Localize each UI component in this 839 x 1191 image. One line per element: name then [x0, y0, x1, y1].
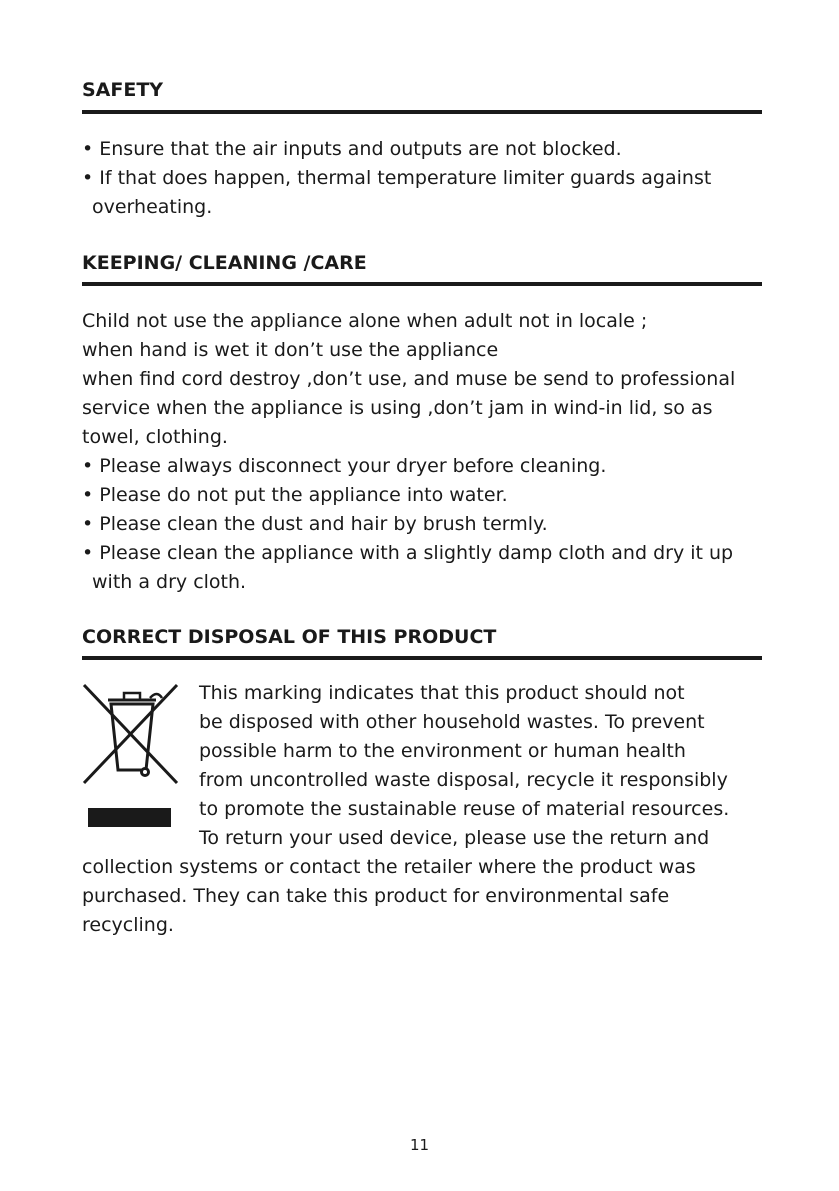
safety-line-3: overheating. [92, 196, 213, 218]
keeping-heading: KEEPING/ CLEANING /CARE [82, 252, 367, 274]
keeping-line-10: with a dry cloth. [92, 571, 247, 593]
disposal-line-5: to promote the sustainable reuse of material resources. [199, 798, 730, 820]
keeping-line-1: Child not use the appliance alone when adult not in locale ; [82, 310, 648, 332]
disposal-line-4: from uncontrolled waste disposal, recycle it responsibly [199, 769, 728, 791]
keeping-line-5: towel, clothing. [82, 426, 228, 448]
disposal-line-1: This marking indicates that this product should not [199, 682, 685, 704]
disposal-line-8: purchased. They can take this product for environmental safe [82, 885, 670, 907]
keeping-line-7: • Please do not put the appliance into water. [82, 484, 508, 506]
disposal-line-7: collection systems or contact the retailer where the product was [82, 856, 696, 878]
keeping-rule [82, 282, 762, 286]
keeping-line-4: service when the appliance is using ,don’t jam in wind-in lid, so as [82, 397, 713, 419]
page-number: 11 [409, 1136, 430, 1154]
safety-line-2: • If that does happen, thermal temperature limiter guards against [82, 167, 712, 189]
disposal-rule [82, 656, 762, 660]
disposal-line-9: recycling. [82, 914, 174, 936]
safety-line-1: • Ensure that the air inputs and outputs are not blocked. [82, 138, 622, 160]
manual-page [82, 0, 762, 1191]
keeping-line-9: • Please clean the appliance with a slightly damp cloth and dry it up [82, 542, 734, 564]
safety-rule [82, 110, 762, 114]
keeping-line-2: when hand is wet it don’t use the appliance [82, 339, 499, 361]
disposal-line-2: be disposed with other household wastes. To prevent [199, 711, 705, 733]
keeping-line-8: • Please clean the dust and hair by brush termly. [82, 513, 548, 535]
keeping-line-3: when find cord destroy ,don’t use, and muse be send to professional [82, 368, 736, 390]
keeping-line-6: • Please always disconnect your dryer before cleaning. [82, 455, 607, 477]
disposal-line-3: possible harm to the environment or human health [199, 740, 686, 762]
disposal-heading: CORRECT DISPOSAL OF THIS PRODUCT [82, 626, 497, 648]
disposal-line-6: To return your used device, please use the return and [199, 827, 710, 849]
crossed-out-wheelie-bin-icon [82, 680, 182, 830]
safety-heading: SAFETY [82, 79, 164, 101]
